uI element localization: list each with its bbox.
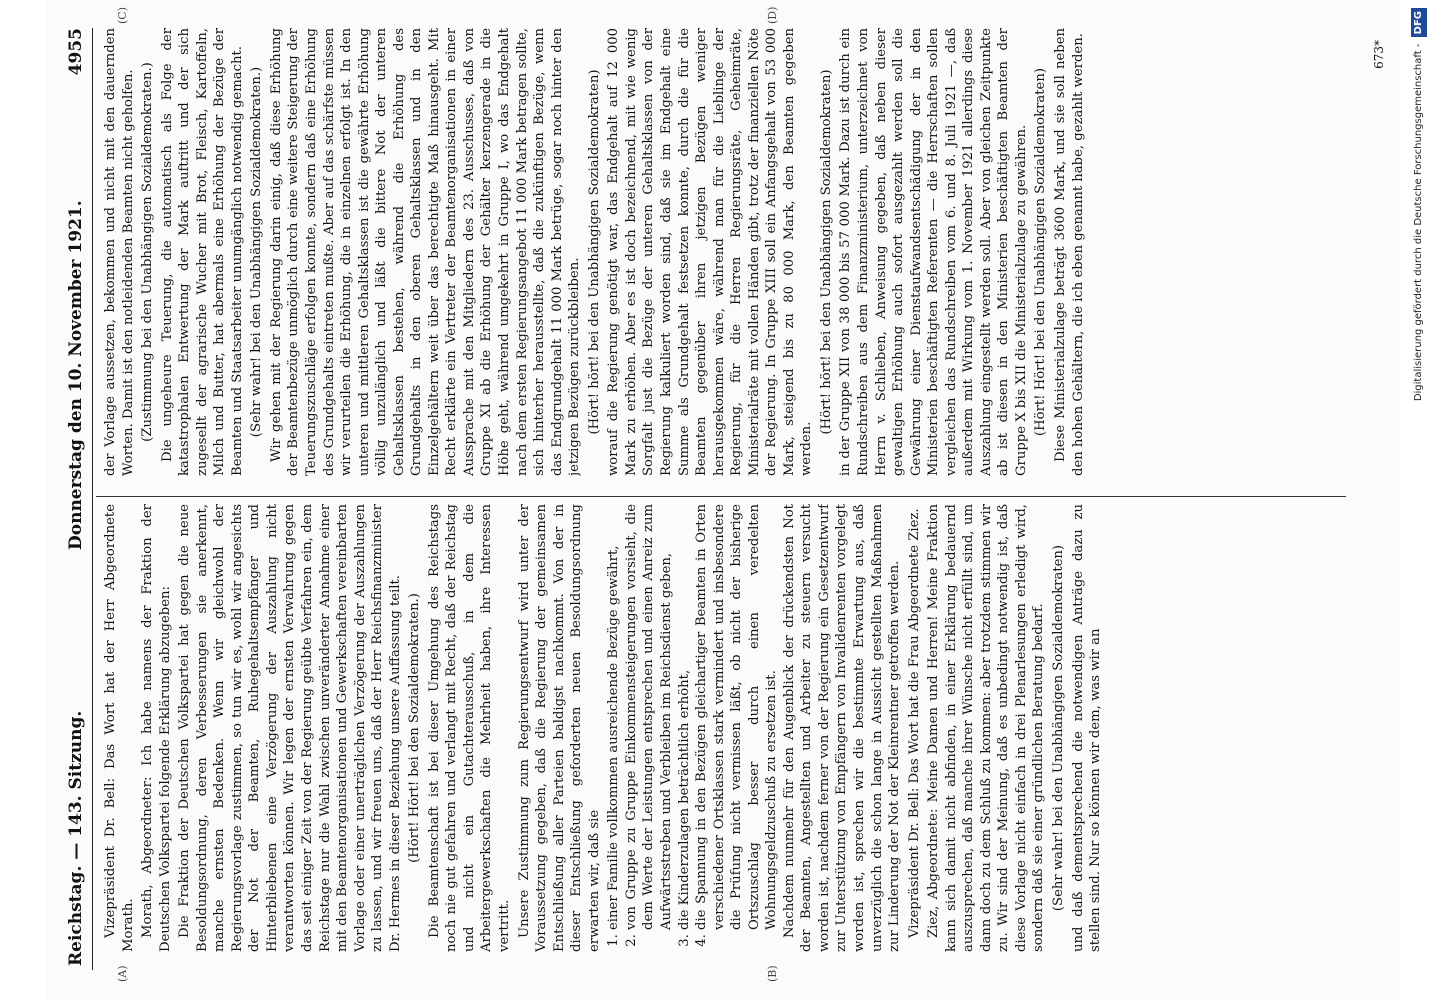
margin-mark-b: (B) (766, 965, 779, 982)
list-item: 4. die Spannung in den Bezügen gleichartiger Beamten in Orten verschiedener Ortsklassen stark vermindert und insbesondere die Prüfung nicht vermissen läßt, ob nicht der bisherige Ortszuschlag besser durch einen veredelten Wohnungsgeldzuschuß zu ersetzen ist. (693, 504, 781, 930)
interjection: (Hört! hört! bei den Unabhängigen Sozialdemokraten) (586, 69, 602, 435)
paragraph: Wir gehen mit der Regierung darin einig, daß diese Erhöhung der Beamtenbezüge unmöglich durch eine weitere Steigerung der Teuerungszuschläge erfolgen konnte, sondern daß eine Erhöhung des Grundgehalts eintreten mußte. Aber auf das schärfste müssen wir verurteilen die Erhöhung, die in einzelnen erfolgt ist. In den unteren und mittleren Gehaltsklassen ist die gewährte Erhöhung völlig unzulänglich und läßt die bittere Not der unteren Gehaltsklassen bestehen, während die Erhöhung des Grundgehalts in den oberen Gehaltsklassen und in den Einzelgehältern weit über das berechtigte Maß hinausgeht. Mit Recht erklärte ein Vertreter der Beamtenorganisationen in einer Aussprache mit den Mitgliedern des 23. Ausschusses, daß von Gruppe XI ab die Erhöhung der Gehälter kerzengerade in die Höhe geht, während umgekehrt in Gruppe I, wo das Endgehalt nach dem ersten Regierungsangebot 11 000 Mark betragen sollte, sich hinterher herausstellte, daß die zukünftigen Bezüge, wenn das Endgrundgehalt 11 000 Mark betrüge, sogar noch hinter den jetzigen Bezügen zurückbleiben. (268, 28, 583, 476)
dfg-logo: DFG (1411, 8, 1427, 37)
paragraph: Vizepräsident Dr. Bell: Das Wort hat der Herr Abgeordnete Morath. (103, 504, 136, 952)
paragraph: Ziez, Abgeordnete: Meine Damen und Herren! Meine Fraktion kann sich damit nicht abfinden, in einer Erklärung bedauernd auszusprechen, daß manche ihrer Wünsche nicht erfüllt sind, um dann doch zu dem Schluß zu kommen: aber trotzdem stimmen wir zu. Wir sind der Meinung, daß es unbedingt notwendig ist, daß diese Vorlage nicht einfach in drei Plenarlesungen erledigt wird, sondern daß sie einer gründlichen Beratung bedarf. (926, 504, 1047, 952)
list-item: 1. einer Familie vollkommen ausreichende Bezüge gewährt, (605, 504, 623, 930)
scanned-page (46, 0, 1400, 1000)
paragraph: und daß dementsprechend die notwendigen Anträge dazu zu stellen sind. Nur so können wir dem, was wir an (1070, 504, 1104, 952)
header-session: Reichstag. — 143. Sitzung. (66, 710, 86, 966)
paragraph: worauf die Regierung genötigt war, das Endgehalt auf 12 000 Mark zu erhöhen. Aber es ist doch bezeichnend, mit wie wenig Sorgfalt just die Bezüge der unteren Gehaltsklassen von der Regierung kalkuliert worden sind, daß sie im Endgehalt eine Summe als Grundgehalt festsetzen konnte, durch die für die Beamten gegenüber ihren jetzigen Bezügen weniger herausgekommen wäre, während man für die Lieblinge der Regierung, für die Herren Regierungsräte, Geheimräte, Ministerialräte mit vollen Händen gibt, trotz der finanziellen Nöte der Regierung. In Gruppe XIII soll ein Anfangsgehalt von 53 000 Mark, steigend bis zu 80 000 Mark, den Beamten gegeben werden. (606, 28, 815, 476)
rotated-page-content (46, 0, 1400, 990)
page-footer-number: 673* (1372, 40, 1386, 69)
interjection: (Sehr wahr! bei den Unabhängigen Sozialdemokraten) (1050, 544, 1066, 912)
interjection: (Hört! Hört! bei den Unabhängigen Sozialdemokraten) (1033, 68, 1049, 436)
list-item: 2. von Gruppe zu Gruppe Einkommensteigerungen vorsieht, die dem Werte der Leistungen entsprechen und einen Anreiz zum Aufwärtsstreben und Verbleiben im Reichsdienst geben, (623, 504, 676, 930)
left-column (102, 504, 1342, 952)
margin-mark-a: (A) (116, 965, 129, 982)
margin-mark-d: (D) (766, 6, 779, 24)
interjection: (Zustimmung bei den Unabhängigen Sozialdemokraten.) (140, 62, 156, 442)
paragraph: der Vorlage aussetzen, bekommen und nicht mit den dauernden Worten. Damit ist den notleidenden Beamten nicht geholfen. (103, 28, 136, 476)
paragraph: Die Fraktion der Deutschen Volkspartei hat gegen die neue Besoldungsordnung, deren Verbesserungen sie anerkennt, manche ernsten Bedenken. Wenn wir gleichwohl der Regierungsvorlage zustimmen, so tun wir es, wohl wir angesichts der Not der Beamten, Ruhegehaltsempfänger und Hinterbliebenen eine Verzögerung der Auszahlung nicht verantworten können. Wir legen der ernsten Verwahrung gegen das seit einiger Zeit von der Regierung geübte Verfahren ein, dem Reichstage nur die Wahl zwischen unveränderter Annahme einer mit den Beamtenorganisationen und Gewerkschaften vereinbarten Vorlage oder einer unerträglichen Verzögerung der Auszahlungen zu lassen, und wir freuen uns, daß der Herr Reichsfinanzminister Dr. Hermes in dieser Beziehung unsere Auffassung teilt. (177, 504, 403, 952)
right-column (102, 28, 1342, 476)
page-header (64, 28, 93, 970)
digitization-credit (1408, 8, 1430, 988)
paragraph: Die Beamtenschaft ist bei dieser Umgehung des Reichstags noch nie gut gefahren und verlangt mit Recht, daß der Reichstag und nicht ein Gutachterausschuß, in dem die Arbeitergewerkschaften die Mehrheit haben, ihre Interessen vertritt. (426, 504, 513, 952)
column-divider (96, 496, 1346, 497)
paragraph: Diese Ministerialzulage beträgt 3600 Mark, und sie soll neben den hohen Gehältern, die ich eben genannt habe, gezahlt werden. (1052, 28, 1086, 476)
paragraph: Morath, Abgeordneter: Ich habe namens der Fraktion der Deutschen Volkspartei folgende Erklärung abzugeben: (140, 504, 173, 952)
interjection: (Hört! Hört! bei den Sozialdemokraten.) (407, 593, 423, 863)
interjection: (Hört! hört! bei den Unabhängigen Sozialdemokraten) (818, 69, 834, 435)
interjection: (Sehr wahr! bei den Unabhängigen Sozialdemokraten.) (249, 66, 265, 438)
demands-list (605, 504, 780, 952)
paragraph: Unsere Zustimmung zum Regierungsentwurf wird unter der Voraussetzung gegeben, daß die Regierung der gemeinsamen Entschließung aller Parteien baldigst nachkommt. Von der in dieser Entschließung geforderten neuen Besoldungsordnung erwarten wir, daß sie (516, 504, 602, 952)
paragraph: Die ungeheure Teuerung, die automatisch als Folge der katastrophalen Entwertung der Mark auftritt und der sich zugesellt der agrarische Wucher mit Brot, Fleisch, Kartoffeln, Milch und Butter, hat abermals eine Erhöhung der Bezüge der Beamten und Staatsarbeiter unumgänglich notwendig gemacht. (159, 28, 245, 476)
header-page-number: 4955 (66, 28, 86, 76)
list-item: 3. die Kinderzulagen beträchtlich erhöht, (676, 504, 694, 930)
paragraph: Nachdem nunmehr für den Augenblick der drückendsten Not der Beamten, Angestellten und Arbeiter zu steuern versucht worden ist, nachdem ferner von der Regierung ein Gesetzentwurf zur Unterstützung von Empfängern von Invalidenrenten vorgelegt worden ist, sprechen wir die bestimmte Erwartung aus, daß unverzüglich die schon lange in Aussicht gestellten Maßnahmen zur Linderung der Not der Kleinrentner getroffen werden. (781, 504, 903, 952)
credit-text: Digitalisierung gefördert durch die Deutsche Forschungsgemeinschaft - (1413, 43, 1424, 402)
header-date: Donnerstag den 10. November 1921. (66, 200, 86, 550)
paragraph: in der Gruppe XII von 38 000 bis 57 000 Mark. Dazu ist durch ein Rundschreiben aus dem Finanzministerium, unterzeichnet von Herrn v. Schlieben, Anweisung gegeben, daß neben dieser gewaltigen Erhöhung auch sofort ausgezahlt werden soll die Gewährung einer Dienstaufwandsentschädigung der in den Ministerien beschäftigten Referenten — die Herrschaften sollen vergleichen das Rundschreiben vom 6. und 8. Juli 1921 —, daß außerdem mit Wirkung vom 1. November 1921 allerdings diese Auszahlung eingestellt werden soll. Aber von gleichen Zeitpunkte ab ist diesen in den Ministerien beschäftigten Beamten der Gruppe X bis XII die Ministerialzulage zu gewähren. (838, 28, 1029, 476)
paragraph: Vizepräsident Dr. Bell: Das Wort hat die Frau Abgeordnete Ziez. (906, 508, 922, 938)
margin-mark-c: (C) (116, 7, 129, 24)
